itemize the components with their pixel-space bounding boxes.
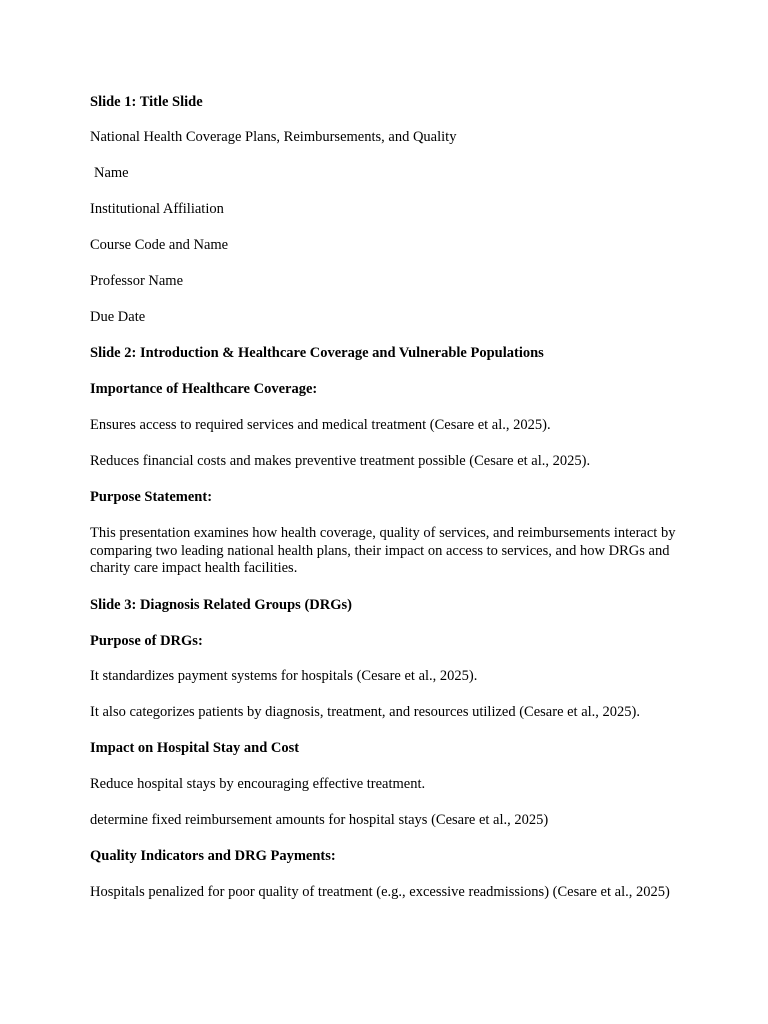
- impact-paragraph-1: Reduce hospital stays by encouraging effective treatment.: [90, 776, 426, 792]
- impact-paragraph-2: determine fixed reimbursement amounts for hospital stays (Cesare et al., 2025): [90, 812, 549, 828]
- professor-name: Professor Name: [90, 273, 184, 289]
- purpose-statement-text: This presentation examines how health coverage, quality of services, and reimbursements interact by comparing two leading national health plans, their impact on access to services, and how DRGs and charity care impact health facilities.: [90, 525, 676, 576]
- presentation-title: National Health Coverage Plans, Reimbursements, and Quality: [90, 129, 457, 145]
- importance-paragraph-1: Ensures access to required services and medical treatment (Cesare et al., 2025).: [90, 417, 551, 433]
- due-date: Due Date: [90, 309, 146, 325]
- purpose-statement-heading: Purpose Statement:: [90, 489, 213, 505]
- importance-heading: Importance of Healthcare Coverage:: [90, 381, 318, 397]
- slide2-heading: Slide 2: Introduction & Healthcare Coverage and Vulnerable Populations: [90, 345, 544, 361]
- drg-purpose-paragraph-1: It standardizes payment systems for hospitals (Cesare et al., 2025).: [90, 668, 478, 684]
- quality-indicators-heading: Quality Indicators and DRG Payments:: [90, 848, 336, 864]
- impact-heading: Impact on Hospital Stay and Cost: [90, 740, 300, 756]
- drg-purpose-paragraph-2: It also categorizes patients by diagnosis, treatment, and resources utilized (Cesare et al., 2025).: [90, 704, 641, 720]
- quality-paragraph-1: Hospitals penalized for poor quality of treatment (e.g., excessive readmissions) (Cesare et al., 2025): [90, 884, 670, 900]
- importance-paragraph-2: Reduces financial costs and makes preventive treatment possible (Cesare et al., 2025).: [90, 453, 591, 469]
- slide3-heading: Slide 3: Diagnosis Related Groups (DRGs): [90, 597, 352, 613]
- slide1-heading: Slide 1: Title Slide: [90, 94, 203, 110]
- institutional-affiliation: Institutional Affiliation: [90, 201, 224, 217]
- author-name: Name: [94, 165, 129, 181]
- drg-purpose-heading: Purpose of DRGs:: [90, 633, 203, 649]
- course-code-name: Course Code and Name: [90, 237, 229, 253]
